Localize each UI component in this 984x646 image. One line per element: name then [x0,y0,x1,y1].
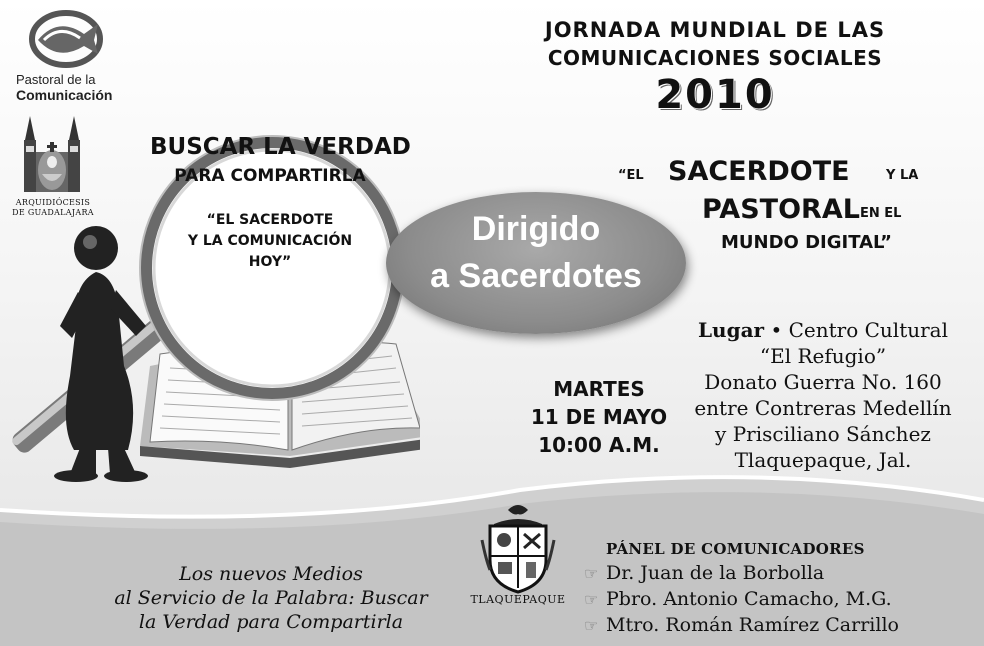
venue-line2: “El Refugio” [759,344,887,368]
quote-line3: la Verdad para Compartirla [138,611,404,633]
logo-text-line2: Comunicación [16,87,113,103]
venue-bullet: • [770,318,783,342]
panel-member-name: Pbro. Antonio Camacho, M.G. [606,588,892,610]
venue-line3: Donato Guerra No. 160 [704,370,942,394]
panel-member [584,614,899,636]
lens-quote-line1: “EL SACERDOTE [206,212,334,228]
pointing-hand-icon: ☞ [584,616,599,635]
lens-quote-line2: Y LA COMUNICACIÓN [187,233,353,249]
pointing-hand-icon: ☞ [584,564,599,583]
arqui-text-line2: DE GUADALAJARA [12,208,94,217]
theme-part3: Y LA [886,168,919,183]
venue-line4: entre Contreras Medellín [694,396,952,420]
lens-quote-line3: HOY” [248,254,292,270]
lens-heading: BUSCAR LA VERDAD [150,134,411,160]
venue-label: Lugar [697,318,765,342]
audience-ellipse [386,192,686,334]
theme-part5: EN EL [860,206,902,221]
theme-part4: PASTORAL [702,194,860,225]
audience-line2: a Sacerdotes [430,257,642,295]
date-time: 10:00 A.M. [538,433,660,457]
audience-line1: Dirigido [471,210,601,248]
panel-member-name: Dr. Juan de la Borbolla [606,562,825,584]
theme-part6: MUNDO DIGITAL” [721,232,893,253]
theme-part1: “EL [618,168,644,183]
panel-member [584,588,892,610]
pointing-hand-icon: ☞ [584,590,599,609]
logo-text-line1: Pastoral de la [16,72,96,87]
date-day: 11 DE MAYO [530,405,668,429]
lens-text [150,92,411,312]
lens-subheading: PARA COMPARTIRLA [174,166,366,186]
panel-title: PÁNEL DE COMUNICADORES [606,540,865,558]
title-line-1: JORNADA MUNDIAL DE LAS [544,18,886,42]
panel-member-name: Mtro. Román Ramírez Carrillo [606,614,899,636]
quote-line1: Los nuevos Medios [179,563,363,585]
title-year: 2010 [655,72,775,118]
venue-name: Centro Cultural [788,318,948,342]
venue-line1 [690,318,956,342]
title-line-2: COMUNICACIONES SOCIALES [547,46,883,70]
date-weekday: MARTES [553,377,645,401]
venue-line6: Tlaquepaque, Jal. [734,448,912,472]
quote-line2: al Servicio de la Palabra: Buscar [114,587,428,609]
venue-line5: y Prisciliano Sánchez [715,422,931,446]
fish-logo-icon [28,10,104,68]
shield-label: TLAQUEPAQUE [470,593,566,606]
theme-part2: SACERDOTE [668,156,850,187]
arqui-text-line1: ARQUIDIÓCESIS [15,198,91,207]
panel-member [584,562,824,584]
